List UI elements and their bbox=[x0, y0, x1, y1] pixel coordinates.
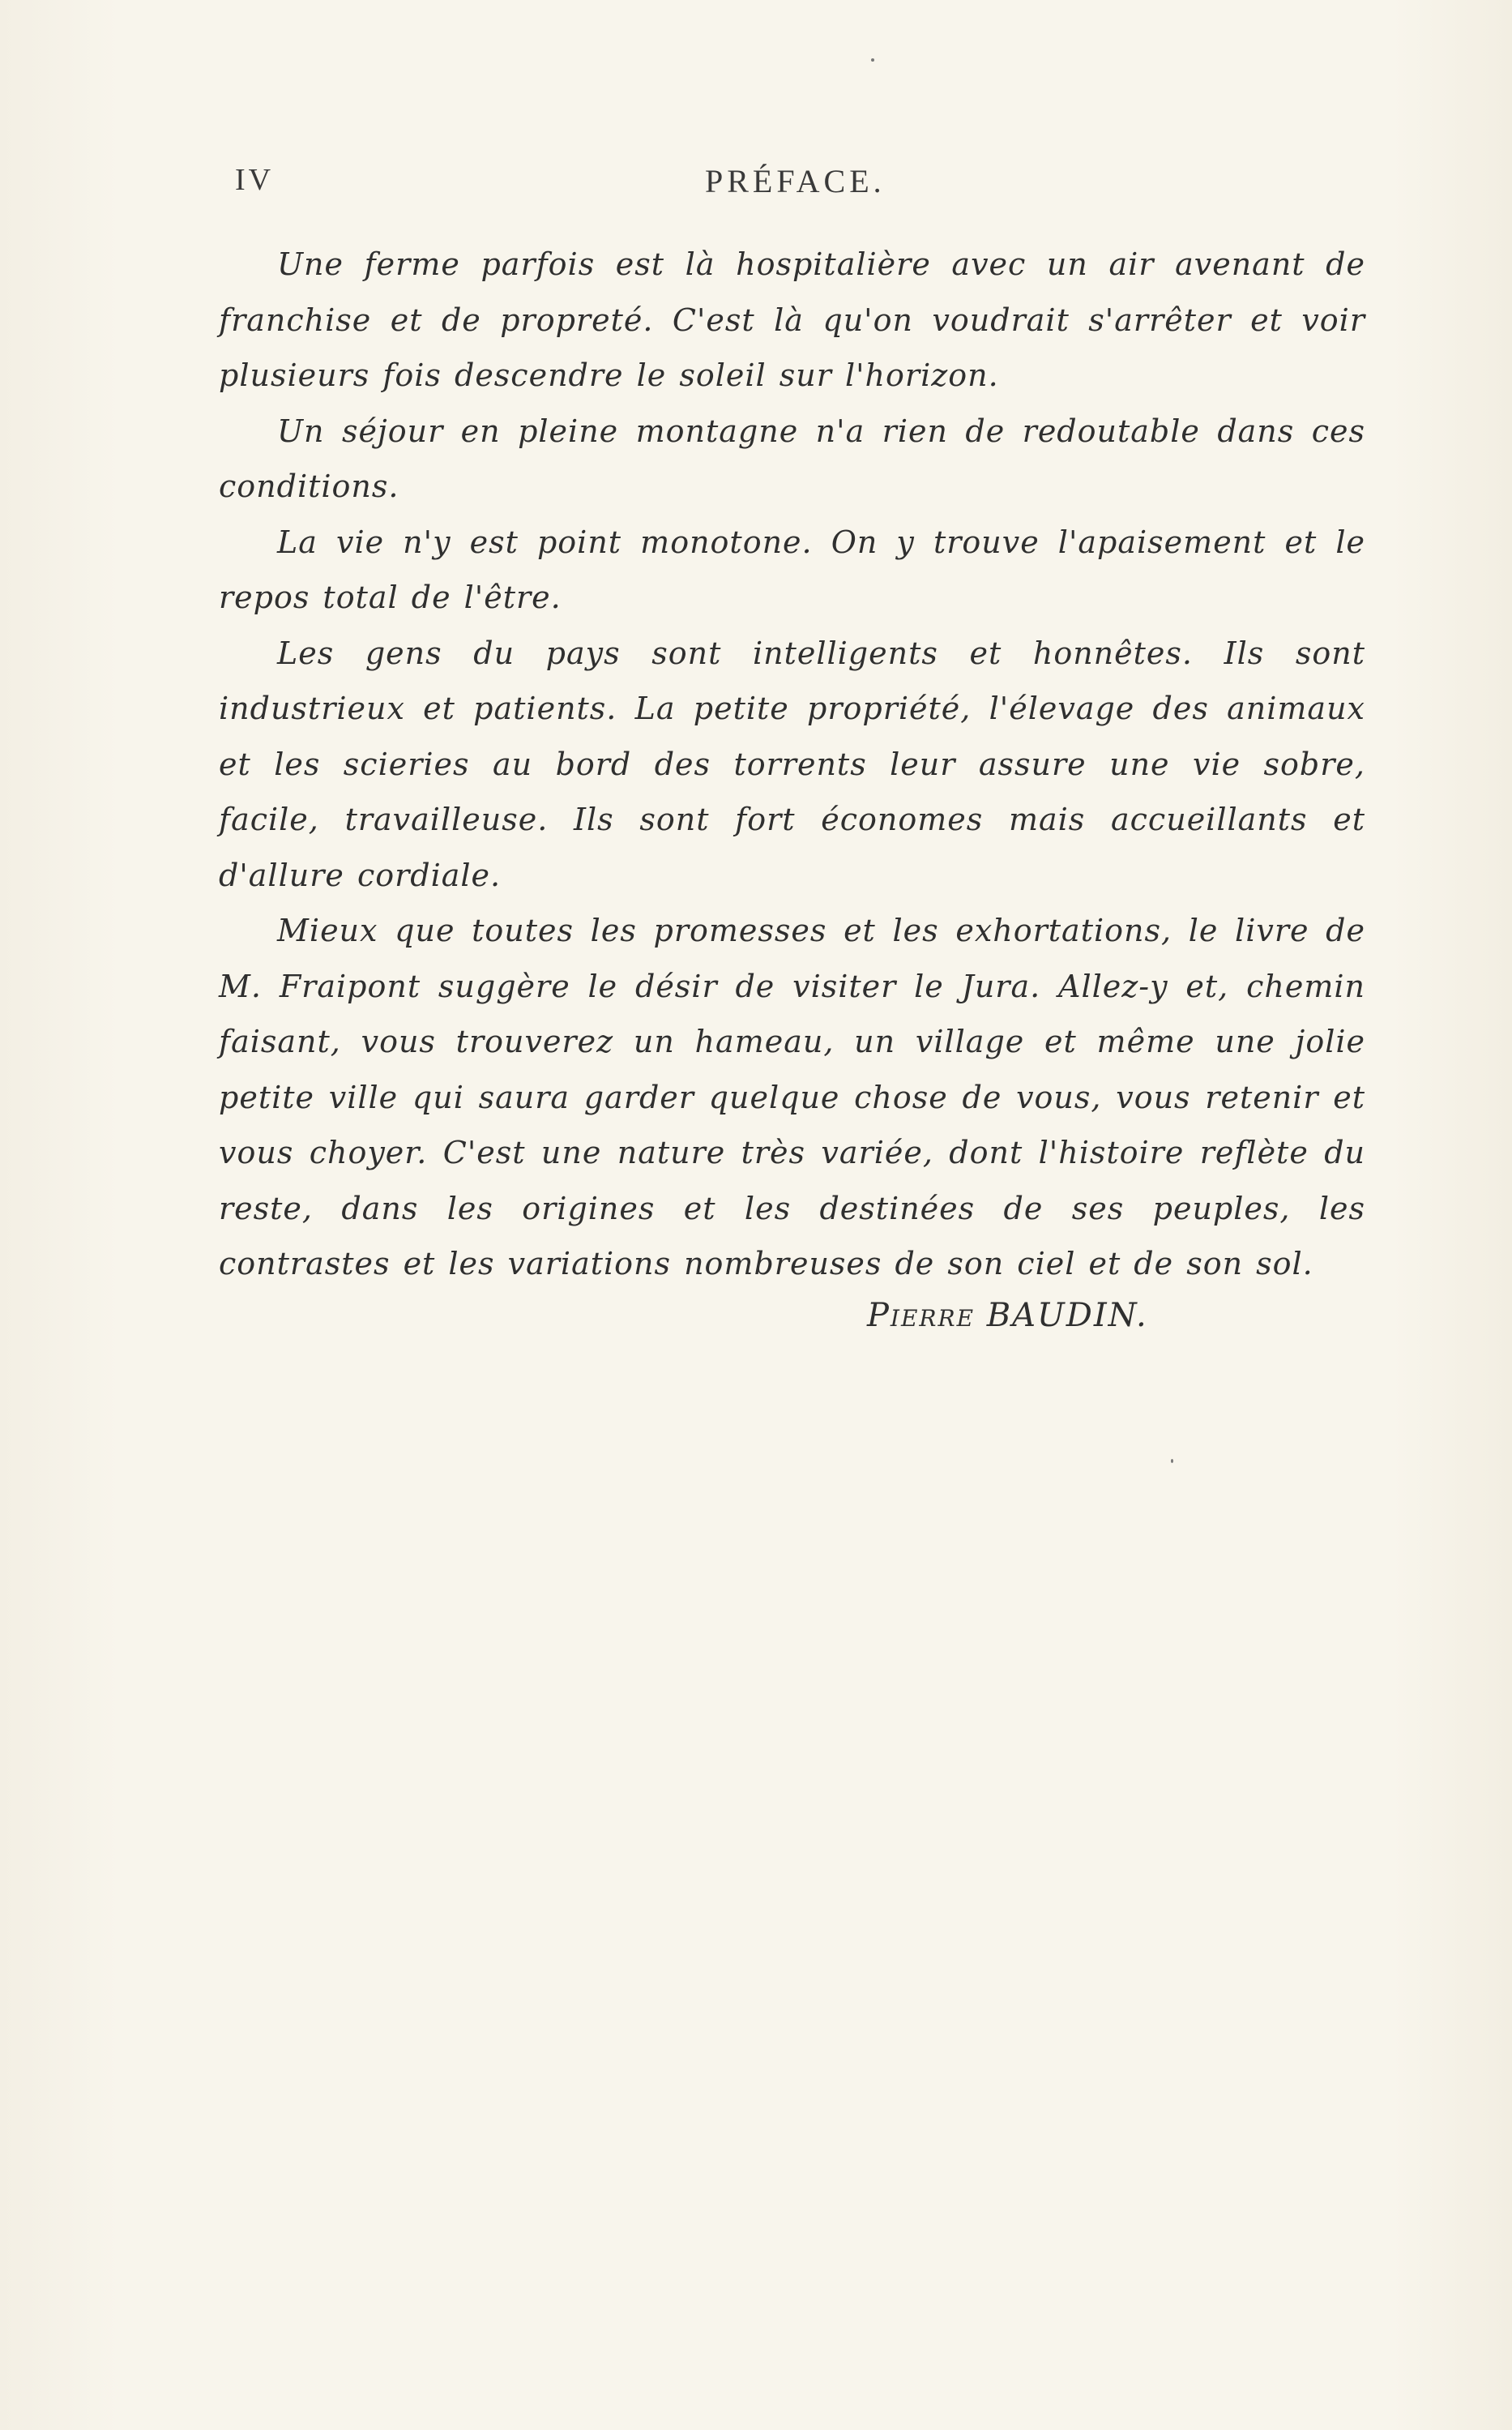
paragraph-people: Les gens du pays sont intelligents et honnêtes. Ils sont industrieux et patients. La petite propriété, l'élevage des animaux et les scieries au bord des torrents leur assure une vie sobre, facile, travailleuse. Ils sont fort économes mais accueillants et d'allure cordiale. bbox=[219, 635, 1365, 893]
signature bbox=[867, 1297, 1148, 1334]
signature-last-name: BAUDIN. bbox=[986, 1297, 1148, 1334]
running-title: PRÉFACE. bbox=[705, 163, 886, 199]
paragraph-book: Mieux que toutes les promesses et les exhortations, le livre de M. Fraipont suggère le désir de visiter le Jura. Allez-y et, chemin faisant, vous trouverez un hameau, un village et même une jolie petite ville qui saura garder quelque chose de vous, vous retenir et vous choyer. C'est une nature très variée, dont l'histoire reflète du reste, dans les origines et les destinées de ses peuples, les contrastes et les variations nombreuses de son ciel et de son sol. bbox=[219, 913, 1365, 1281]
paragraph-stay: Un séjour en pleine montagne n'a rien de redoutable dans ces conditions. bbox=[219, 413, 1365, 504]
paper-speck bbox=[871, 58, 874, 62]
paragraph-life: La vie n'y est point monotone. On y trouve l'apaisement et le repos total de l'être. bbox=[219, 524, 1365, 615]
preface-body bbox=[219, 237, 1365, 1292]
signature-first-name: Pierre bbox=[867, 1297, 976, 1334]
page-header bbox=[235, 162, 1361, 211]
paragraph-farm: Une ferme parfois est là hospitalière avec un air avenant de franchise et de propreté. C'est là qu'on voudrait s'arrêter et voir plusieurs fois descendre le soleil sur l'horizon. bbox=[219, 246, 1365, 393]
page-number: IV bbox=[235, 163, 275, 197]
paper-speck bbox=[1171, 1459, 1173, 1463]
